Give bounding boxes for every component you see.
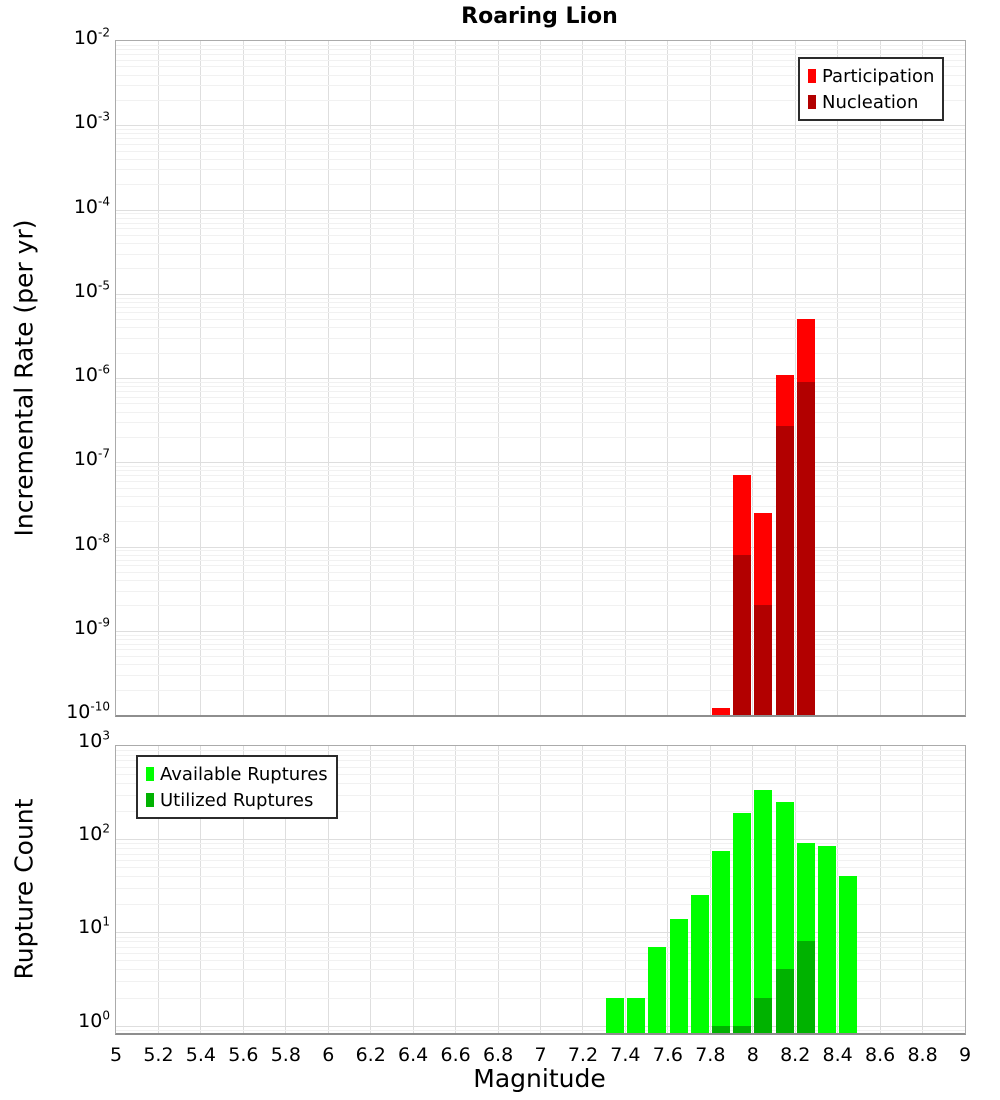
participation-legend-marker — [808, 69, 816, 83]
grid-line-minor — [116, 854, 965, 855]
grid-line-minor — [116, 848, 965, 849]
available-ruptures-bar — [606, 998, 624, 1034]
grid-line-minor — [116, 649, 965, 650]
grid-line-minor — [116, 888, 965, 889]
grid-line-minor — [116, 184, 965, 185]
grid-line-major — [116, 1026, 965, 1027]
grid-line-vertical — [498, 746, 499, 1033]
grid-line-minor — [116, 521, 965, 522]
y-tick-label: $10^{-4}$ — [73, 194, 110, 218]
grid-line-minor — [116, 843, 965, 844]
participation-bar — [712, 708, 730, 715]
grid-line-minor — [116, 151, 965, 152]
grid-line-minor — [116, 268, 965, 269]
nucleation-bar — [733, 555, 751, 715]
grid-line-minor — [116, 243, 965, 244]
grid-line-minor — [116, 319, 965, 320]
grid-line-major — [116, 631, 965, 632]
available-ruptures-bar — [712, 851, 730, 1033]
grid-line-minor — [116, 386, 965, 387]
grid-line-major — [116, 210, 965, 211]
grid-line-minor — [116, 635, 965, 636]
nucleation-legend-label: Nucleation — [822, 91, 919, 113]
grid-line-minor — [116, 466, 965, 467]
x-tick-label: 7.6 — [652, 1044, 683, 1066]
x-tick-label: 7.4 — [610, 1044, 641, 1066]
grid-line-minor — [116, 750, 965, 751]
x-tick-label: 8.4 — [822, 1044, 853, 1066]
grid-line-vertical — [625, 746, 626, 1033]
x-tick-label: 5 — [109, 1044, 123, 1066]
x-tick-label: 6.4 — [398, 1044, 429, 1066]
y-tick-label: $10^2$ — [78, 821, 110, 846]
x-tick-label: 5.8 — [270, 1044, 301, 1066]
x-tick-label: 8.2 — [780, 1044, 811, 1066]
grid-line-minor — [116, 235, 965, 236]
y-tick-label: $10^3$ — [78, 728, 110, 752]
grid-line-minor — [116, 572, 965, 573]
grid-line-minor — [116, 550, 965, 551]
nucleation-bar — [776, 426, 794, 715]
grid-line-minor — [116, 254, 965, 255]
grid-line-vertical — [880, 746, 881, 1033]
utilized-ruptures-legend-label: Utilized Ruptures — [160, 789, 314, 811]
grid-line-minor — [116, 138, 965, 139]
available-ruptures-bar — [733, 813, 751, 1033]
legend-row-utilized — [146, 787, 328, 813]
grid-line-major — [116, 547, 965, 548]
grid-line-vertical — [370, 746, 371, 1033]
y-tick-label: $10^{-3}$ — [73, 109, 110, 134]
grid-line-minor — [116, 382, 965, 383]
grid-line-minor — [116, 397, 965, 398]
available-ruptures-bar — [818, 846, 836, 1033]
grid-line-major — [116, 462, 965, 463]
top-y-axis-label: Incremental Rate (per yr) — [9, 219, 39, 537]
available-ruptures-bar — [648, 947, 666, 1033]
y-tick-label: $10^1$ — [78, 915, 110, 939]
grid-line-minor — [116, 391, 965, 392]
grid-line-minor — [116, 555, 965, 556]
available-ruptures-legend-label: Available Ruptures — [160, 763, 328, 785]
available-ruptures-bar — [754, 790, 772, 1033]
grid-line-major — [116, 294, 965, 295]
nucleation-bar — [797, 382, 815, 715]
legend-row-participation — [808, 63, 934, 89]
grid-line-minor — [116, 481, 965, 482]
grid-line-vertical — [710, 746, 711, 1033]
x-tick-label: 9 — [958, 1044, 972, 1066]
grid-line-major — [116, 932, 965, 933]
grid-line-minor — [116, 338, 965, 339]
grid-line-minor — [116, 54, 965, 55]
grid-line-minor — [116, 353, 965, 354]
y-tick-label: $10^0$ — [78, 1008, 110, 1032]
utilized-ruptures-bar — [797, 941, 815, 1033]
grid-line-vertical — [540, 746, 541, 1033]
grid-line-major — [116, 839, 965, 840]
grid-line-major — [116, 125, 965, 126]
grid-line-minor — [116, 675, 965, 676]
grid-line-minor — [116, 656, 965, 657]
y-tick-label: $10^{-7}$ — [73, 446, 110, 471]
grid-line-minor — [116, 496, 965, 497]
x-tick-label: 6 — [322, 1044, 335, 1066]
utilized-ruptures-bar — [754, 998, 772, 1034]
grid-line-minor — [116, 664, 965, 665]
grid-line-minor — [116, 223, 965, 224]
grid-line-vertical — [413, 746, 414, 1033]
y-tick-label: $10^{-9}$ — [73, 615, 110, 639]
grid-line-minor — [116, 437, 965, 438]
grid-line-minor — [116, 298, 965, 299]
grid-line-minor — [116, 580, 965, 581]
available-ruptures-legend-marker — [146, 767, 154, 781]
x-tick-label: 7.8 — [695, 1044, 726, 1066]
grid-line-minor — [116, 506, 965, 507]
grid-line-minor — [116, 159, 965, 160]
grid-line-minor — [116, 213, 965, 214]
bottom-legend — [136, 755, 338, 819]
grid-line-minor — [116, 565, 965, 566]
grid-line-minor — [116, 1030, 965, 1031]
grid-line-minor — [116, 960, 965, 961]
grid-line-minor — [116, 904, 965, 905]
grid-line-minor — [116, 998, 965, 999]
x-tick-label: 7.2 — [567, 1044, 599, 1066]
grid-line-minor — [116, 403, 965, 404]
bottom-y-axis-label: Rupture Count — [9, 798, 39, 980]
x-tick-label: 5.6 — [228, 1044, 259, 1066]
grid-line-minor — [116, 307, 965, 308]
grid-line-minor — [116, 639, 965, 640]
x-tick-label: 6.8 — [482, 1044, 514, 1066]
available-ruptures-bar — [627, 998, 645, 1034]
grid-line-minor — [116, 591, 965, 592]
grid-line-minor — [116, 867, 965, 868]
top-plot-area — [115, 40, 966, 717]
grid-line-minor — [116, 169, 965, 170]
utilized-ruptures-bar — [712, 1026, 730, 1034]
grid-line-minor — [116, 228, 965, 229]
chart-title: Roaring Lion — [461, 4, 618, 29]
grid-line-minor — [116, 133, 965, 134]
grid-line-minor — [116, 470, 965, 471]
utilized-ruptures-bar — [776, 969, 794, 1033]
grid-line-minor — [116, 981, 965, 982]
grid-line-minor — [116, 947, 965, 948]
grid-line-minor — [116, 937, 965, 938]
x-tick-label: 6.2 — [355, 1044, 386, 1066]
grid-line-minor — [116, 644, 965, 645]
grid-line-minor — [116, 129, 965, 130]
x-tick-label: 8.6 — [864, 1044, 896, 1066]
grid-line-minor — [116, 312, 965, 313]
grid-line-minor — [116, 45, 965, 46]
legend-row-available — [146, 761, 328, 787]
grid-line-minor — [116, 144, 965, 145]
y-tick-label: $10^{-8}$ — [73, 531, 110, 555]
grid-line-minor — [116, 560, 965, 561]
x-tick-label: 8.8 — [907, 1044, 938, 1066]
utilized-ruptures-bar — [733, 1026, 751, 1034]
x-tick-label: 5.4 — [185, 1044, 216, 1066]
nucleation-legend-marker — [808, 95, 816, 109]
grid-line-minor — [116, 969, 965, 970]
grid-line-vertical — [837, 746, 838, 1033]
available-ruptures-bar — [670, 919, 688, 1033]
x-tick-label: 5.2 — [143, 1044, 174, 1066]
grid-line-vertical — [667, 746, 668, 1033]
grid-line-minor — [116, 941, 965, 942]
y-tick-label: $10^{-5}$ — [73, 278, 110, 302]
grid-line-minor — [116, 475, 965, 476]
grid-line-minor — [116, 953, 965, 954]
grid-line-vertical — [455, 746, 456, 1033]
grid-line-vertical — [795, 746, 796, 1033]
grid-line-minor — [116, 690, 965, 691]
x-axis-label: Magnitude — [473, 1064, 606, 1093]
grid-line-minor — [116, 605, 965, 606]
grid-line-minor — [116, 876, 965, 877]
grid-line-minor — [116, 422, 965, 423]
x-tick-label: 6.6 — [440, 1044, 471, 1066]
grid-line-vertical — [582, 746, 583, 1033]
legend-row-nucleation — [808, 89, 934, 115]
x-tick-label: 8 — [746, 1044, 759, 1066]
grid-line-minor — [116, 302, 965, 303]
grid-line-major — [116, 378, 965, 379]
grid-line-minor — [116, 49, 965, 50]
grid-line-vertical — [922, 746, 923, 1033]
x-tick-label: 7 — [534, 1044, 547, 1066]
y-tick-label: $10^{-10}$ — [66, 699, 110, 723]
grid-line-minor — [116, 488, 965, 489]
available-ruptures-bar — [691, 895, 709, 1033]
y-tick-label: $10^{-6}$ — [73, 362, 110, 386]
y-tick-label: $10^{-2}$ — [73, 25, 110, 49]
grid-line-minor — [116, 218, 965, 219]
grid-line-minor — [116, 412, 965, 413]
nucleation-bar — [754, 605, 772, 715]
grid-line-minor — [116, 327, 965, 328]
top-legend — [798, 57, 944, 121]
participation-legend-label: Participation — [822, 65, 935, 87]
grid-line-minor — [116, 860, 965, 861]
utilized-ruptures-legend-marker — [146, 793, 154, 807]
available-ruptures-bar — [839, 876, 857, 1033]
grid-line-vertical — [752, 746, 753, 1033]
